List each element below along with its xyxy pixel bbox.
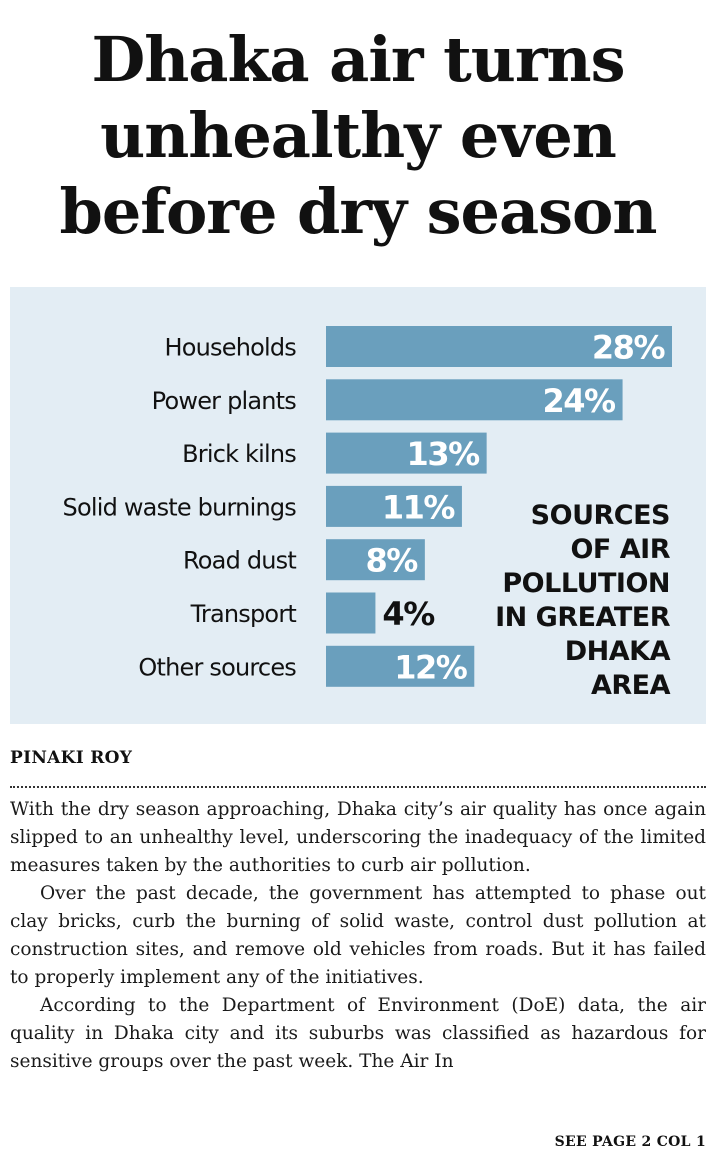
category-label: Households bbox=[164, 333, 296, 362]
headline-line: unhealthy even bbox=[100, 99, 616, 172]
dotted-divider bbox=[10, 786, 706, 788]
article-paragraph: With the dry season approaching, Dhaka city’s air quality has once again slipped to an unhealthy level, underscoring the inadequacy of the limited measures taken by the authorities to curb air pollution. bbox=[10, 799, 706, 876]
byline: PINAKI ROY bbox=[10, 748, 133, 768]
category-label: Brick kilns bbox=[182, 440, 296, 469]
chart-title-line: AREA bbox=[590, 670, 670, 701]
chart-title-line: OF AIR bbox=[570, 534, 670, 565]
category-label: Power plants bbox=[151, 386, 296, 415]
headline bbox=[0, 22, 716, 250]
continued-jump-link[interactable]: SEE PAGE 2 COL 1 bbox=[554, 1134, 706, 1150]
article-paragraph: Over the past decade, the government has attempted to phase out clay bricks, curb the burning of solid waste, control dust pollution at construction sites, and remove old vehicles from roads. But it has failed to properly implement any of the initiatives. bbox=[10, 883, 706, 988]
value-label: 4% bbox=[382, 595, 434, 633]
value-label: 24% bbox=[542, 381, 615, 420]
value-label: 8% bbox=[365, 541, 417, 580]
value-label: 12% bbox=[394, 648, 467, 687]
chart-title-line: IN GREATER bbox=[495, 602, 670, 633]
category-label: Road dust bbox=[182, 546, 296, 575]
headline-line: Dhaka air turns bbox=[91, 23, 625, 96]
category-label: Transport bbox=[190, 600, 296, 628]
chart-title-line: POLLUTION bbox=[502, 568, 670, 599]
headline-line: before dry season bbox=[59, 175, 657, 248]
chart-title-line: DHAKA bbox=[564, 636, 670, 667]
value-label: 13% bbox=[406, 435, 479, 474]
chart-title-line: SOURCES bbox=[530, 500, 670, 531]
bar bbox=[326, 593, 375, 634]
chart-title bbox=[470, 499, 670, 703]
value-label: 11% bbox=[381, 488, 454, 527]
category-label: Other sources bbox=[138, 653, 296, 682]
article-body bbox=[10, 796, 706, 1076]
category-label: Solid waste burnings bbox=[62, 493, 296, 522]
air-pollution-chart bbox=[10, 287, 706, 724]
value-label: 28% bbox=[591, 328, 664, 367]
article-paragraph: According to the Department of Environment (DoE) data, the air quality in Dhaka city and its suburbs was classified as hazardous for sensitive groups over the past week. The Air In bbox=[10, 995, 706, 1072]
